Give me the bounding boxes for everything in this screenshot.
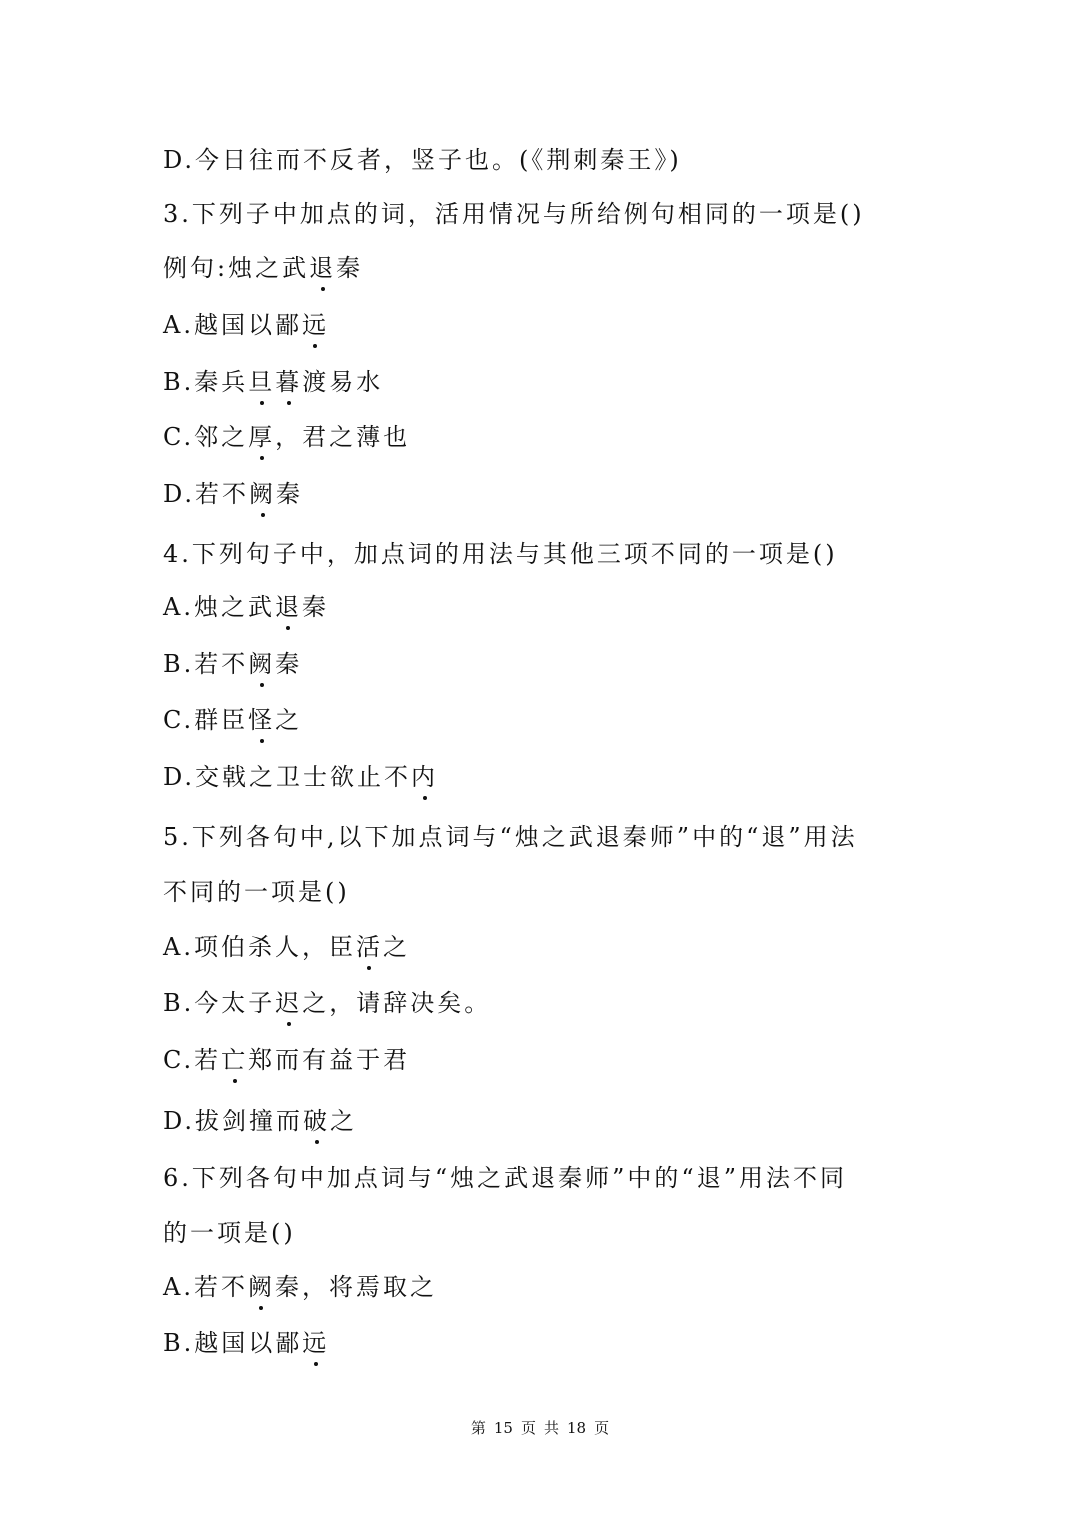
line-text: A.烛之武 — [163, 593, 275, 621]
option-a — [163, 1271, 437, 1303]
line-text: 之 — [382, 933, 410, 961]
option-c — [163, 421, 410, 453]
footer-label: 页 — [520, 1419, 536, 1437]
line-text: D.拔剑撞而 — [163, 1107, 304, 1135]
emphasis-mark: 迟 — [275, 989, 303, 1017]
line-text: 不同的一项是() — [163, 878, 350, 906]
line-text: 秦 — [301, 593, 329, 621]
line-text: 4.下列句子中，加点词的用法与其他三项不同的一项是() — [163, 540, 838, 568]
line-text: A.越国以鄙 — [163, 311, 302, 339]
question-6-stem — [163, 1162, 847, 1194]
line-text: 6.下列各句中加点词与“烛之武退秦师”中的“退”用法不同 — [163, 1164, 847, 1192]
line-text: 渡易水 — [302, 368, 384, 396]
option-b — [163, 987, 491, 1019]
line-text: 之，请辞决矣。 — [302, 989, 492, 1017]
line-text: 秦 — [336, 254, 364, 282]
footer-label: 页 — [594, 1419, 610, 1437]
option-d — [163, 1105, 357, 1137]
line-text: 3.下列子中加点的词，活用情况与所给例句相同的一项是() — [163, 200, 865, 228]
emphasis-mark: 阙 — [247, 1273, 275, 1301]
line-text: B.越国以鄙 — [163, 1329, 303, 1357]
line-text: 之 — [275, 706, 303, 734]
emphasis-mark: 厚 — [248, 423, 276, 451]
emphasis-mark: 远 — [302, 1329, 330, 1357]
current-page-number: 15 — [493, 1419, 513, 1437]
option-c — [163, 1044, 410, 1076]
emphasis-mark: 内 — [411, 763, 439, 791]
line-text: 秦 — [275, 650, 303, 678]
line-text: D.今日往而不反者，竖子也。(《荆刺秦王》) — [163, 146, 682, 174]
emphasis-mark: 活 — [355, 933, 383, 961]
option-b — [163, 1327, 329, 1359]
line-text: B.今太子 — [163, 989, 276, 1017]
line-text: D.交戟之卫士欲止不 — [163, 763, 412, 791]
emphasis-mark: 破 — [303, 1107, 331, 1135]
line-text: 秦 — [276, 480, 304, 508]
line-text: ，君之薄也 — [275, 423, 411, 451]
emphasis-mark: 阙 — [249, 480, 277, 508]
emphasis-mark: 亡 — [221, 1046, 249, 1074]
option-b — [163, 366, 383, 398]
line-text: 例句:烛之武 — [163, 254, 310, 282]
page-footer — [0, 1418, 1080, 1438]
question-4-stem — [163, 538, 838, 570]
total-page-number: 18 — [567, 1419, 587, 1437]
line-text: C.若 — [163, 1046, 222, 1074]
line-text: C.群臣 — [163, 706, 249, 734]
line-text: 之 — [330, 1107, 358, 1135]
footer-label: 第 — [470, 1419, 486, 1437]
line-text: B.秦兵 — [163, 368, 249, 396]
line-text: 的一项是() — [163, 1219, 296, 1247]
line-text: D.若不 — [163, 480, 250, 508]
question-3-stem — [163, 198, 865, 230]
text-line — [163, 144, 682, 176]
line-text: A.若不 — [163, 1273, 248, 1301]
emphasis-mark: 退 — [274, 593, 302, 621]
option-a — [163, 931, 410, 963]
line-text: 秦，将焉取之 — [274, 1273, 437, 1301]
option-c — [163, 704, 302, 736]
emphasis-mark: 远 — [301, 311, 329, 339]
example-sentence — [163, 252, 363, 284]
emphasis-char: 暮 — [275, 368, 303, 396]
emphasis-mark: 阙 — [248, 650, 276, 678]
question-5-stem — [163, 821, 858, 853]
emphasis-char: 旦 — [248, 368, 276, 396]
option-a — [163, 309, 329, 341]
emphasis-mark: 退 — [309, 254, 337, 282]
line-text: B.若不 — [163, 650, 249, 678]
option-b — [163, 648, 302, 680]
line-text: 郑而有益于君 — [248, 1046, 411, 1074]
footer-label: 共 — [544, 1419, 560, 1437]
question-6-stem-cont — [163, 1217, 296, 1249]
option-d — [163, 761, 438, 793]
line-text: C.邻之 — [163, 423, 249, 451]
option-a — [163, 591, 329, 623]
line-text: 5.下列各句中,以下加点词与“烛之武退秦师”中的“退”用法 — [163, 823, 858, 851]
option-d — [163, 478, 303, 510]
emphasis-mark — [248, 368, 302, 396]
emphasis-mark: 怪 — [248, 706, 276, 734]
line-text: A.项伯杀人，臣 — [163, 933, 356, 961]
question-5-stem-cont — [163, 876, 350, 908]
